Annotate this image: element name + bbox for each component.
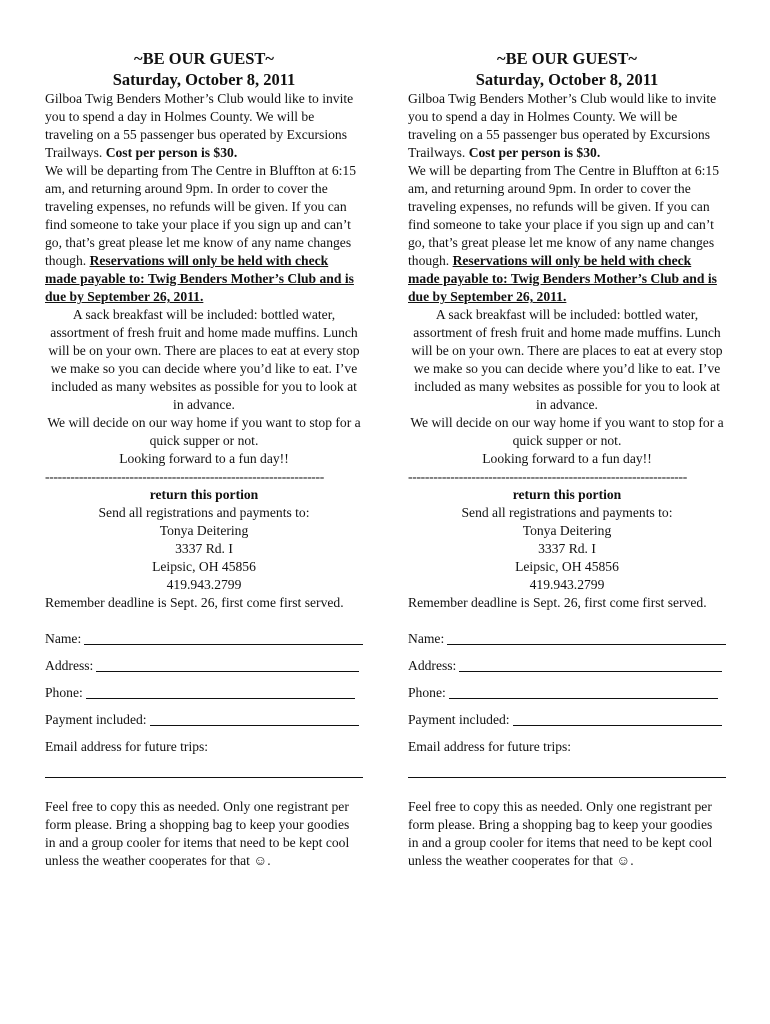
intro-paragraph xyxy=(408,90,726,162)
flyer-date: Saturday, October 8, 2011 xyxy=(112,70,296,89)
contact-name: Tonya Deitering xyxy=(522,523,612,538)
send-to-text: Send all registrations and payments to: xyxy=(98,505,310,520)
phone-line[interactable] xyxy=(449,698,718,699)
cost-text: Cost per person is $30. xyxy=(105,145,238,160)
phone-field[interactable] xyxy=(408,684,726,702)
email-field xyxy=(45,738,363,756)
address-line[interactable] xyxy=(96,671,359,672)
reservation-text: Reservations will only be held with check made payable to: Twig Benders Mother’s Club and is due by September 26, 2011. xyxy=(45,253,354,304)
return-heading: return this portion xyxy=(512,487,622,502)
intro-text-a: Gilboa Twig Benders Mother’s Club would like to invite you to spend a day in Holmes County. We will be traveling on a 55 passenger bus operated by Excursions Trailways. xyxy=(408,91,717,160)
payment-line[interactable] xyxy=(150,725,359,726)
phone-line[interactable] xyxy=(86,698,355,699)
phone-label: Phone: xyxy=(45,685,83,700)
contact-city: Leipsic, OH 45856 xyxy=(515,559,619,574)
closing-text: Looking forward to a fun day!! xyxy=(119,451,289,466)
deadline-text: Remember deadline is Sept. 26, first come first served. xyxy=(45,595,344,610)
send-to-text: Send all registrations and payments to: xyxy=(461,505,673,520)
intro-text-b: We will be departing from The Centre in Bluffton at 6:15 am, and returning around 9pm. In order to cover the traveling expenses, no refunds will be given. If you can find someone to take your place if you sign up and can’t go, that’s great please let me know of any name changes though. xyxy=(408,163,719,268)
note-text: Feel free to copy this as needed. Only one registrant per form please. Bring a shopping bag to keep your goodies in and a group cooler for items that need to be kept cool unless the weather cooperates for that ☺. xyxy=(408,799,713,868)
payment-label: Payment included: xyxy=(45,712,147,727)
deadline-text: Remember deadline is Sept. 26, first come first served. xyxy=(408,595,707,610)
intro-text-b: We will be departing from The Centre in Bluffton at 6:15 am, and returning around 9pm. In order to cover the traveling expenses, no refunds will be given. If you can find someone to take your place if you sign up and can’t go, that’s great please let me know of any name changes though. xyxy=(45,163,356,268)
email-line[interactable] xyxy=(45,776,363,778)
phone-label: Phone: xyxy=(408,685,446,700)
name-line[interactable] xyxy=(84,644,363,645)
name-label: Name: xyxy=(408,631,445,646)
contact-phone: 419.943.2799 xyxy=(529,577,605,592)
flyer-left xyxy=(45,48,363,870)
address-line[interactable] xyxy=(459,671,722,672)
flyer-title: ~BE OUR GUEST~ xyxy=(496,49,638,68)
cut-line: ------------------------------------------------------------------ xyxy=(45,469,324,484)
address-field[interactable] xyxy=(45,657,363,675)
payment-line[interactable] xyxy=(513,725,722,726)
email-label: Email address for future trips: xyxy=(45,739,209,754)
departure-paragraph xyxy=(45,162,363,306)
contact-city: Leipsic, OH 45856 xyxy=(152,559,256,574)
closing-text: Looking forward to a fun day!! xyxy=(482,451,652,466)
payment-field[interactable] xyxy=(45,711,363,729)
intro-text-a: Gilboa Twig Benders Mother’s Club would like to invite you to spend a day in Holmes County. We will be traveling on a 55 passenger bus operated by Excursions Trailways. xyxy=(45,91,354,160)
cost-text: Cost per person is $30. xyxy=(468,145,601,160)
name-label: Name: xyxy=(45,631,82,646)
phone-field[interactable] xyxy=(45,684,363,702)
address-label: Address: xyxy=(408,658,457,673)
contact-street: 3337 Rd. I xyxy=(175,541,233,556)
name-field[interactable] xyxy=(45,630,363,648)
contact-street: 3337 Rd. I xyxy=(538,541,596,556)
supper-text: We will decide on our way home if you want to stop for a quick supper or not. xyxy=(47,415,361,448)
flyer-date: Saturday, October 8, 2011 xyxy=(475,70,659,89)
contact-name: Tonya Deitering xyxy=(159,523,249,538)
address-field[interactable] xyxy=(408,657,726,675)
note-text: Feel free to copy this as needed. Only one registrant per form please. Bring a shopping bag to keep your goodies in and a group cooler for items that need to be kept cool unless the weather cooperates for that ☺. xyxy=(45,799,350,868)
contact-phone: 419.943.2799 xyxy=(166,577,242,592)
payment-field[interactable] xyxy=(408,711,726,729)
breakfast-text: A sack breakfast will be included: bottled water, assortment of fresh fruit and home made muffins. Lunch will be on your own. There are places to eat at every stop we make so you can decide where you’d like to eat. I’ve included as many websites as possible for you to look at in advance. xyxy=(411,307,723,412)
email-label: Email address for future trips: xyxy=(408,739,572,754)
departure-paragraph xyxy=(408,162,726,306)
flyer-title: ~BE OUR GUEST~ xyxy=(133,49,275,68)
intro-paragraph xyxy=(45,90,363,162)
reservation-text: Reservations will only be held with check made payable to: Twig Benders Mother’s Club and is due by September 26, 2011. xyxy=(408,253,717,304)
name-field[interactable] xyxy=(408,630,726,648)
breakfast-text: A sack breakfast will be included: bottled water, assortment of fresh fruit and home made muffins. Lunch will be on your own. There are places to eat at every stop we make so you can decide where you’d like to eat. I’ve included as many websites as possible for you to look at in advance. xyxy=(48,307,360,412)
cut-line: ------------------------------------------------------------------ xyxy=(408,469,687,484)
email-line[interactable] xyxy=(408,776,726,778)
flyer-right xyxy=(408,48,726,870)
payment-label: Payment included: xyxy=(408,712,510,727)
address-label: Address: xyxy=(45,658,94,673)
return-heading: return this portion xyxy=(149,487,259,502)
name-line[interactable] xyxy=(447,644,726,645)
supper-text: We will decide on our way home if you want to stop for a quick supper or not. xyxy=(410,415,724,448)
email-field xyxy=(408,738,726,756)
